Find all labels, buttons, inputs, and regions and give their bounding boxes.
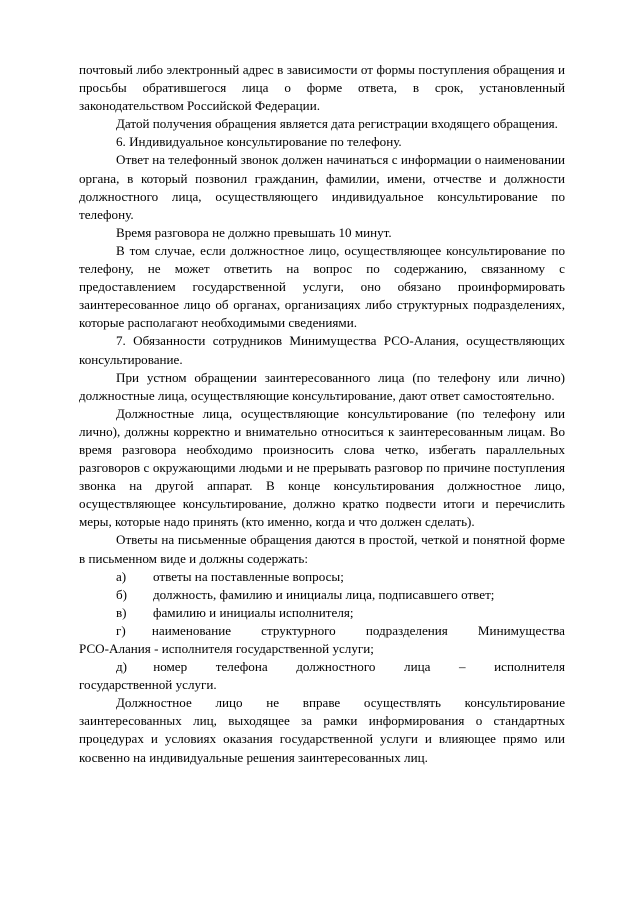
list-item-b — [79, 586, 565, 604]
list-item-text: должность, фамилию и инициалы лица, подписавшего ответ; — [153, 586, 495, 602]
list-item-text: фамилию и инициалы исполнителя; — [153, 604, 354, 620]
list-item-label: а) — [116, 568, 127, 584]
closing-paragraph: Должностное лицо не вправе осуществлять консультирование заинтересованных лиц, выходящее за рамки информирования о стандартных процедурах и условиях оказания государственной услуги и влияющее прямо или косвенно на индивидуальные решения заинтересованных лиц. — [79, 695, 565, 765]
section-6-heading: 6. Индивидуальное консультирование по телефону. — [116, 134, 402, 150]
paragraph-8: При устном обращении заинтересованного лица (по телефону или лично) должностные лица, осуществляющие консультирование, дают ответ самостоятельно. — [79, 369, 565, 403]
list-item-continuation: государственной услуги. — [79, 677, 217, 693]
paragraph-10: Ответы на письменные обращения даются в простой, четкой и понятной форме в письменном виде и должны содержать: — [79, 532, 565, 566]
list-item-first-line: д) номер телефона должностного лица – исполнителя — [116, 659, 565, 675]
list-item-g — [79, 622, 565, 658]
paragraph-9: Должностные лица, осуществляющие консультирование (по телефону или лично), должны корректно и внимательно относиться к заинтересованным лицам. Во время разговора необходимо произносить слова четко, избегать параллельных разговоров с окружающими людьми и не прерывать разговор по причине поступления звонка на другой аппарат. В конце консультирования должностное лицо, осуществляющее консультирование, должно кратко подвести итоги и перечислить меры, которые надо принять (кто именно, когда и что должен сделать). — [79, 405, 565, 530]
document-page — [79, 61, 565, 767]
paragraph-2: Датой получения обращения является дата регистрации входящего обращения. — [116, 116, 558, 132]
paragraph-1: почтовый либо электронный адрес в зависимости от формы поступления обращения и просьбы обратившегося лица о форме ответа, в срок, установленный законодательством Российской Федерации. — [79, 62, 565, 114]
paragraph-4: Ответ на телефонный звонок должен начинаться с информации о наименовании органа, в который позвонил гражданин, фамилии, имени, отчестве и должности должностного лица, осуществляющего индивидуальное консультирование по телефону. — [79, 152, 565, 222]
paragraph-6: В том случае, если должностное лицо, осуществляющее консультирование по телефону, не может ответить на вопрос по содержанию, связанному с предоставлением государственной услуги, оно обязано проинформировать заинтересованное лицо об органах, организациях либо структурных подразделениях, которые располагают необходимыми сведениями. — [79, 242, 565, 331]
list-item-label: б) — [116, 586, 128, 602]
list-item-d — [79, 658, 565, 694]
list-item-continuation: РСО-Алания - исполнителя государственной услуги; — [79, 641, 374, 656]
list-item-label: в) — [116, 604, 127, 620]
paragraph-5: Время разговора не должно превышать 10 минут. — [116, 224, 392, 240]
list-item-first-line: г) наименование структурного подразделения Минимущества — [116, 622, 565, 638]
list-item-a — [79, 568, 565, 586]
list-item-v — [79, 604, 565, 622]
list-item-text: ответы на поставленные вопросы; — [153, 568, 344, 584]
section-7-heading: 7. Обязанности сотрудников Минимущества РСО-Алания, осуществляющих консультирование. — [79, 333, 565, 367]
